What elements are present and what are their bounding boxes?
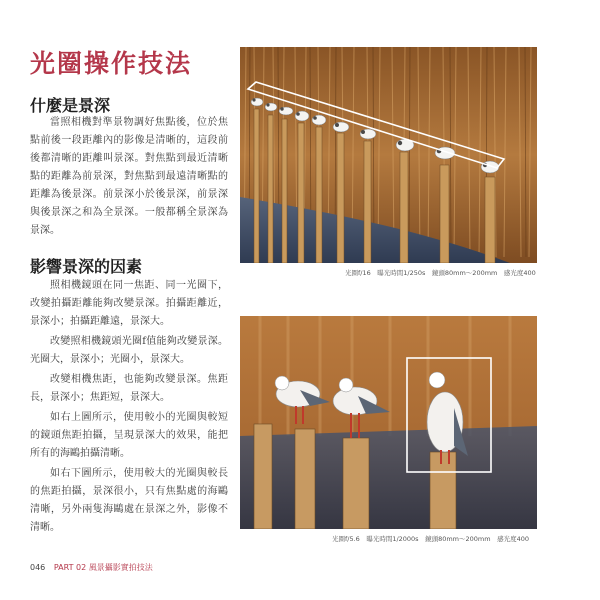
paragraph-focal-length: 改變相機焦距，也能夠改變景深。焦距長，景深小；焦距短，景深大。 (30, 374, 228, 403)
photo2-caption: 光圈f/5.6 曝光時間1/2000s 鏡頭80mm〜200mm 感光度400 (332, 535, 529, 543)
page-footer (30, 562, 153, 573)
page-number: 046 (30, 563, 46, 572)
page-title: 光圈操作技法 (30, 49, 193, 78)
paragraph-lower-photo: 如右下圖所示，使用較大的光圈與較長的焦距拍攝，景深很小，只有焦點處的海鷗清晰，另外兩隻海鷗處在景深之外，影像不清晰。 (30, 468, 228, 533)
photo1-caption: 光圈f/16 曝光時間1/250s 鏡頭80mm〜200mm 感光度400 (345, 269, 536, 277)
photo-seagulls-shallow-focus (240, 316, 537, 529)
section-body-depth-of-field: 當照相機對準景物調好焦點後，位於焦點前後一段距離內的影像是清晰的，這段前後都清晰的距離叫景深。對焦點到最近清晰點的距離為前景深，對焦點到最遠清晰點的距離為後景深。前景深小於後景深，前景深與後景深之和為全景深。一般都稱全景深為景深。 (30, 117, 228, 236)
paragraph-aperture: 改變照相機鏡頭光圈f值能夠改變景深。光圈大，景深小；光圈小，景深大。 (30, 336, 228, 365)
part-label: PART 02 風景攝影實拍技法 (53, 563, 153, 572)
paragraph-distance: 照相機鏡頭在同一焦距、同一光圈下，改變拍攝距離能夠改變景深。拍攝距離近，景深小；拍攝距離遠，景深大。 (30, 280, 228, 327)
photo-seagulls-deep-focus (240, 47, 537, 263)
section-heading-depth-of-field: 什麼是景深 (30, 96, 111, 115)
section-heading-factors: 影響景深的因素 (30, 257, 143, 276)
paragraph-upper-photo: 如右上圖所示，使用較小的光圈與較短的鏡頭焦距拍攝，呈現景深大的效果，能把所有的海鷗拍攝清晰。 (30, 412, 228, 459)
